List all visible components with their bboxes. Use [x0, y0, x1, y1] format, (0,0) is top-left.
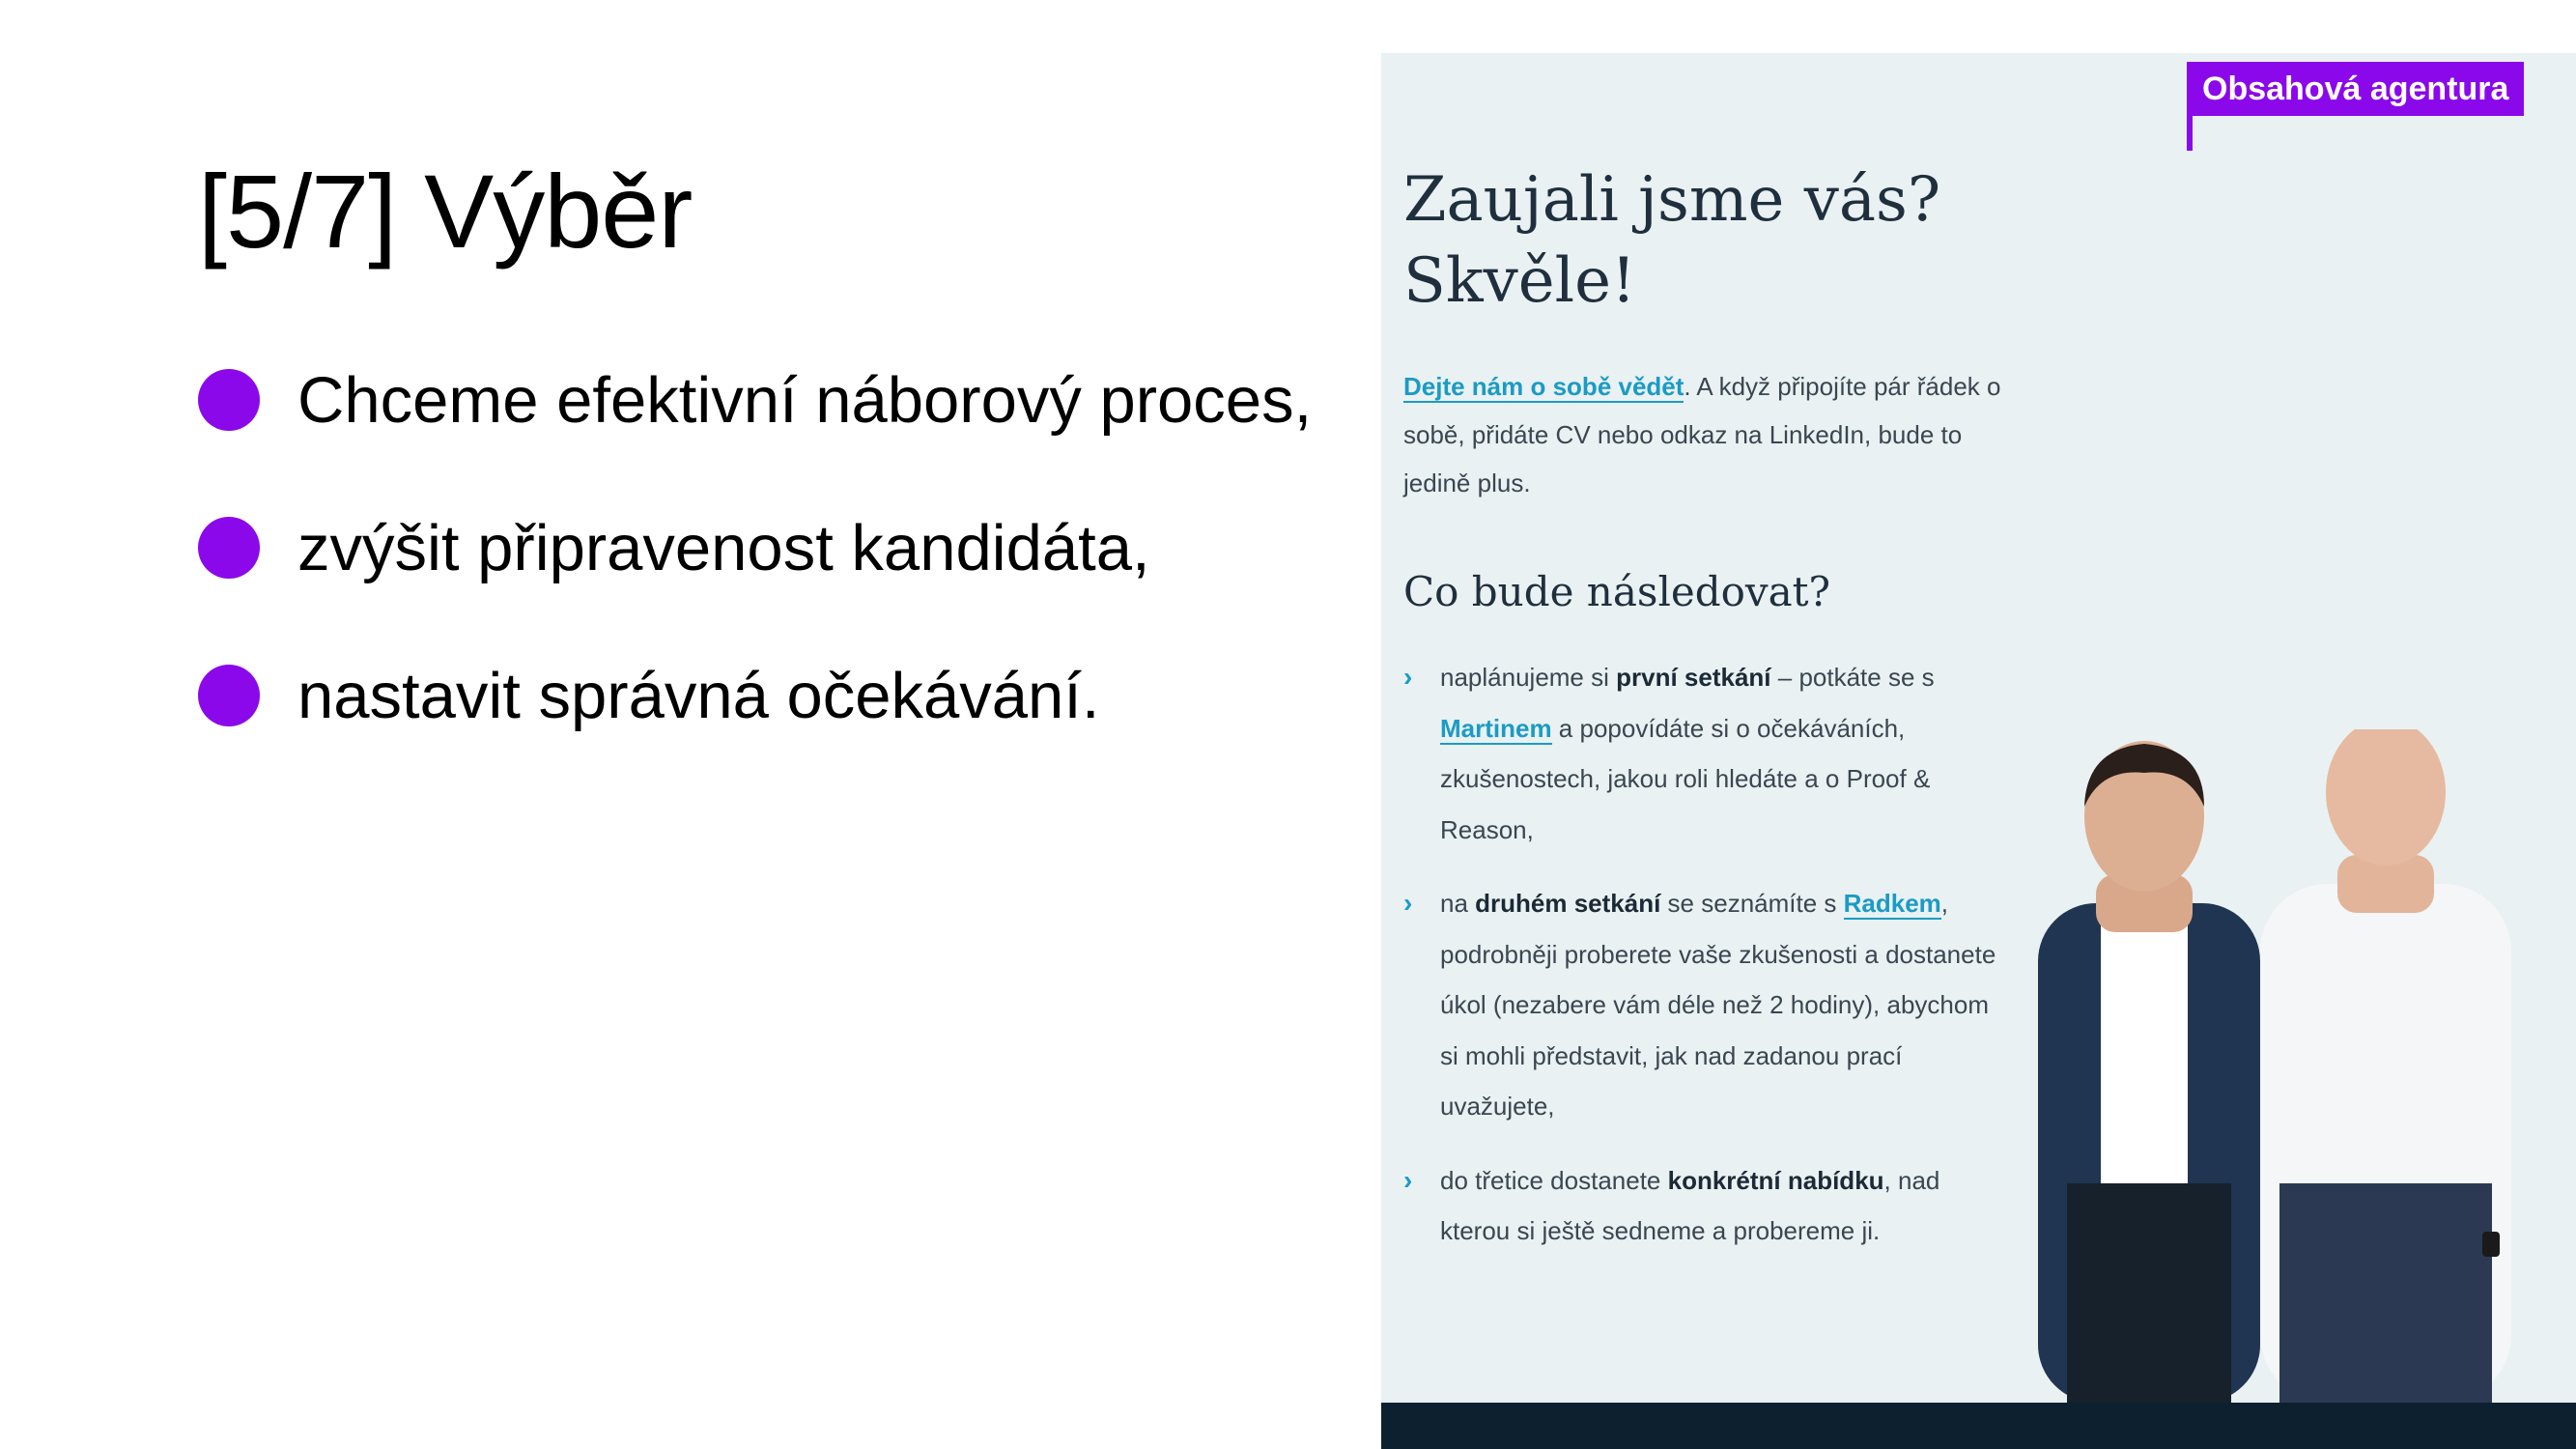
heading-line-2: Skvěle! — [1403, 245, 1636, 317]
step-text: naplánujeme si — [1440, 663, 1617, 692]
chevron-right-icon: › — [1403, 662, 1413, 692]
step-bold: konkrétní nabídku — [1667, 1165, 1884, 1195]
step-item — [1403, 652, 2012, 855]
heading-line-1: Zaujali jsme vás? — [1403, 164, 1941, 236]
chevron-right-icon: › — [1403, 1164, 1413, 1195]
step-text: na — [1440, 889, 1476, 918]
bullet-list — [198, 357, 1312, 801]
bullet-text: Chceme efektivní náborový proces, — [297, 364, 1313, 437]
bullet-dot-icon — [198, 665, 260, 726]
step-text: do třetice dostanete — [1440, 1165, 1668, 1195]
step-text: – potkáte se s — [1770, 663, 1935, 692]
bullet-dot-icon — [198, 369, 260, 431]
website-screenshot — [1381, 53, 2576, 1449]
step-text: a popovídáte si o očekáváních, zkušenostech, jakou roli hledáte a o Proof & Reason, — [1440, 713, 1931, 844]
agency-tag: Obsahová agentura — [2187, 62, 2524, 116]
bullet-item — [198, 357, 1312, 505]
step-bold: první setkání — [1616, 663, 1771, 692]
intro-paragraph — [1403, 362, 2022, 507]
step-bold: druhém setkání — [1475, 889, 1661, 918]
step-item — [1403, 1155, 2012, 1257]
bullet-item — [198, 505, 1312, 653]
bullet-text: nastavit správná očekávání. — [297, 660, 1100, 732]
radek-link[interactable]: Radkem — [1843, 889, 1941, 918]
person-left-figure — [2038, 741, 2260, 1403]
team-photo — [1980, 729, 2560, 1403]
step-text: , podrobněji proberete vaše zkušenosti a dostanete úkol (nezabere vám déle než 2 hodiny), abychom si mohli představit, jak nad zadanou prací uvažujete, — [1440, 889, 1996, 1121]
intro-text: . A když připojíte pár řádek o sobě, přidáte CV nebo odkaz na LinkedIn, bude to jedině plus. — [1403, 372, 2001, 497]
contact-link[interactable]: Dejte nám o sobě vědět — [1403, 372, 1684, 401]
bullet-item — [198, 653, 1312, 801]
screenshot-heading — [1403, 159, 1940, 322]
martin-link[interactable]: Martinem — [1440, 713, 1552, 743]
screenshot-subheading: Co bude následovat? — [1403, 568, 1831, 615]
slide-title: [5/7] Výběr — [198, 153, 693, 270]
step-item — [1403, 878, 2012, 1132]
step-text: se seznámíte s — [1660, 889, 1844, 918]
bullet-text: zvýšit připravenost kandidáta, — [297, 512, 1150, 584]
steps-list — [1403, 652, 2012, 1280]
screenshot-footer-bar — [1381, 1403, 2576, 1449]
bullet-dot-icon — [198, 517, 260, 579]
person-right-figure — [2260, 729, 2511, 1403]
step-text: , nad kterou si ještě sedneme a probereme ji. — [1440, 1165, 1940, 1245]
chevron-right-icon: › — [1403, 888, 1413, 918]
